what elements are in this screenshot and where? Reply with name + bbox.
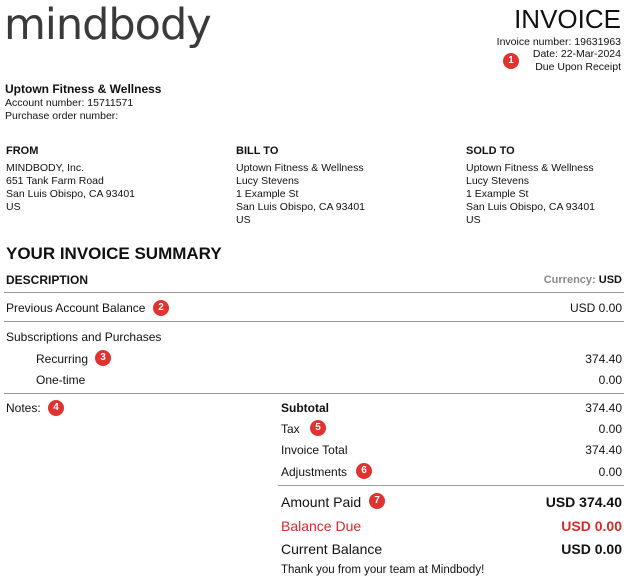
marker-7: 7 xyxy=(369,493,385,509)
sold-to-heading: SOLD TO xyxy=(466,145,515,157)
current-balance-value: USD 0.00 xyxy=(561,541,622,557)
tax-value: 0.00 xyxy=(598,422,622,436)
from-line: US xyxy=(6,201,21,213)
currency-label: Currency: xyxy=(543,274,596,286)
previous-balance-value: USD 0.00 xyxy=(569,301,622,315)
invoice-title: INVOICE xyxy=(514,4,621,34)
invoice-total-label: Invoice Total xyxy=(281,443,348,457)
invoice-number: Invoice number: 19631963 xyxy=(496,36,621,48)
divider xyxy=(4,292,624,293)
from-heading: FROM xyxy=(6,145,39,157)
summary-title: YOUR INVOICE SUMMARY xyxy=(6,244,222,263)
from-line: MINDBODY, Inc. xyxy=(6,162,84,174)
from-line: San Luis Obispo, CA 93401 xyxy=(6,188,136,200)
amount-paid-value: USD 374.40 xyxy=(545,494,622,510)
bill-to-heading: BILL TO xyxy=(236,145,279,157)
recurring-value: 374.40 xyxy=(585,352,622,366)
bill-to-line: Lucy Stevens xyxy=(236,175,300,187)
sold-to-line: 1 Example St xyxy=(466,188,529,200)
bill-to-block xyxy=(236,145,436,227)
invoice-total-value: 374.40 xyxy=(585,443,622,457)
bill-to-line: San Luis Obispo, CA 93401 xyxy=(236,201,366,213)
subtotal-value: 374.40 xyxy=(585,401,622,415)
marker-4: 4 xyxy=(48,400,64,416)
subscriptions-label: Subscriptions and Purchases xyxy=(6,330,162,344)
from-line: 651 Tank Farm Road xyxy=(6,175,104,187)
account-name: Uptown Fitness & Wellness xyxy=(5,82,162,96)
current-balance-label: Current Balance xyxy=(281,541,383,557)
notes-label: Notes: xyxy=(6,401,41,415)
sold-to-line: Uptown Fitness & Wellness xyxy=(466,162,594,174)
subtotal-label: Subtotal xyxy=(281,401,329,415)
bill-to-line: Uptown Fitness & Wellness xyxy=(236,162,364,174)
currency-value: USD xyxy=(598,274,622,286)
sold-to-line: San Luis Obispo, CA 93401 xyxy=(466,201,596,213)
recurring-label: Recurring xyxy=(36,352,89,366)
marker-5: 5 xyxy=(310,420,326,436)
description-header: DESCRIPTION xyxy=(6,273,89,287)
invoice-date: Date: 22-Mar-2024 xyxy=(532,48,621,60)
sold-to-block xyxy=(466,145,626,227)
divider xyxy=(278,485,624,486)
balance-due-label: Balance Due xyxy=(281,518,362,534)
currency xyxy=(544,274,622,286)
amount-paid-label: Amount Paid xyxy=(281,494,362,510)
divider xyxy=(4,393,624,394)
bill-to-line: 1 Example St xyxy=(236,188,299,200)
thank-you-note: Thank you from your team at Mindbody! xyxy=(281,564,485,576)
onetime-label: One-time xyxy=(36,373,86,387)
onetime-value: 0.00 xyxy=(598,373,622,387)
bill-to-line: US xyxy=(236,214,251,226)
adjustments-value: 0.00 xyxy=(598,465,622,479)
purchase-order: Purchase order number: xyxy=(5,110,119,122)
adjustments-label: Adjustments xyxy=(281,465,348,479)
mindbody-logo: mindbody xyxy=(4,0,211,50)
sold-to-line: Lucy Stevens xyxy=(466,175,530,187)
balance-due-value: USD 0.00 xyxy=(561,518,622,534)
from-block xyxy=(6,145,206,214)
previous-balance-label: Previous Account Balance xyxy=(6,301,146,315)
marker-2: 2 xyxy=(153,300,169,316)
tax-label: Tax xyxy=(281,422,300,436)
marker-6: 6 xyxy=(356,463,372,479)
divider xyxy=(4,321,624,322)
sold-to-line: US xyxy=(466,214,481,226)
marker-3: 3 xyxy=(95,350,111,366)
marker-1: 1 xyxy=(503,53,519,69)
invoice-terms: Due Upon Receipt xyxy=(535,61,621,73)
account-number: Account number: 15711571 xyxy=(5,97,134,109)
